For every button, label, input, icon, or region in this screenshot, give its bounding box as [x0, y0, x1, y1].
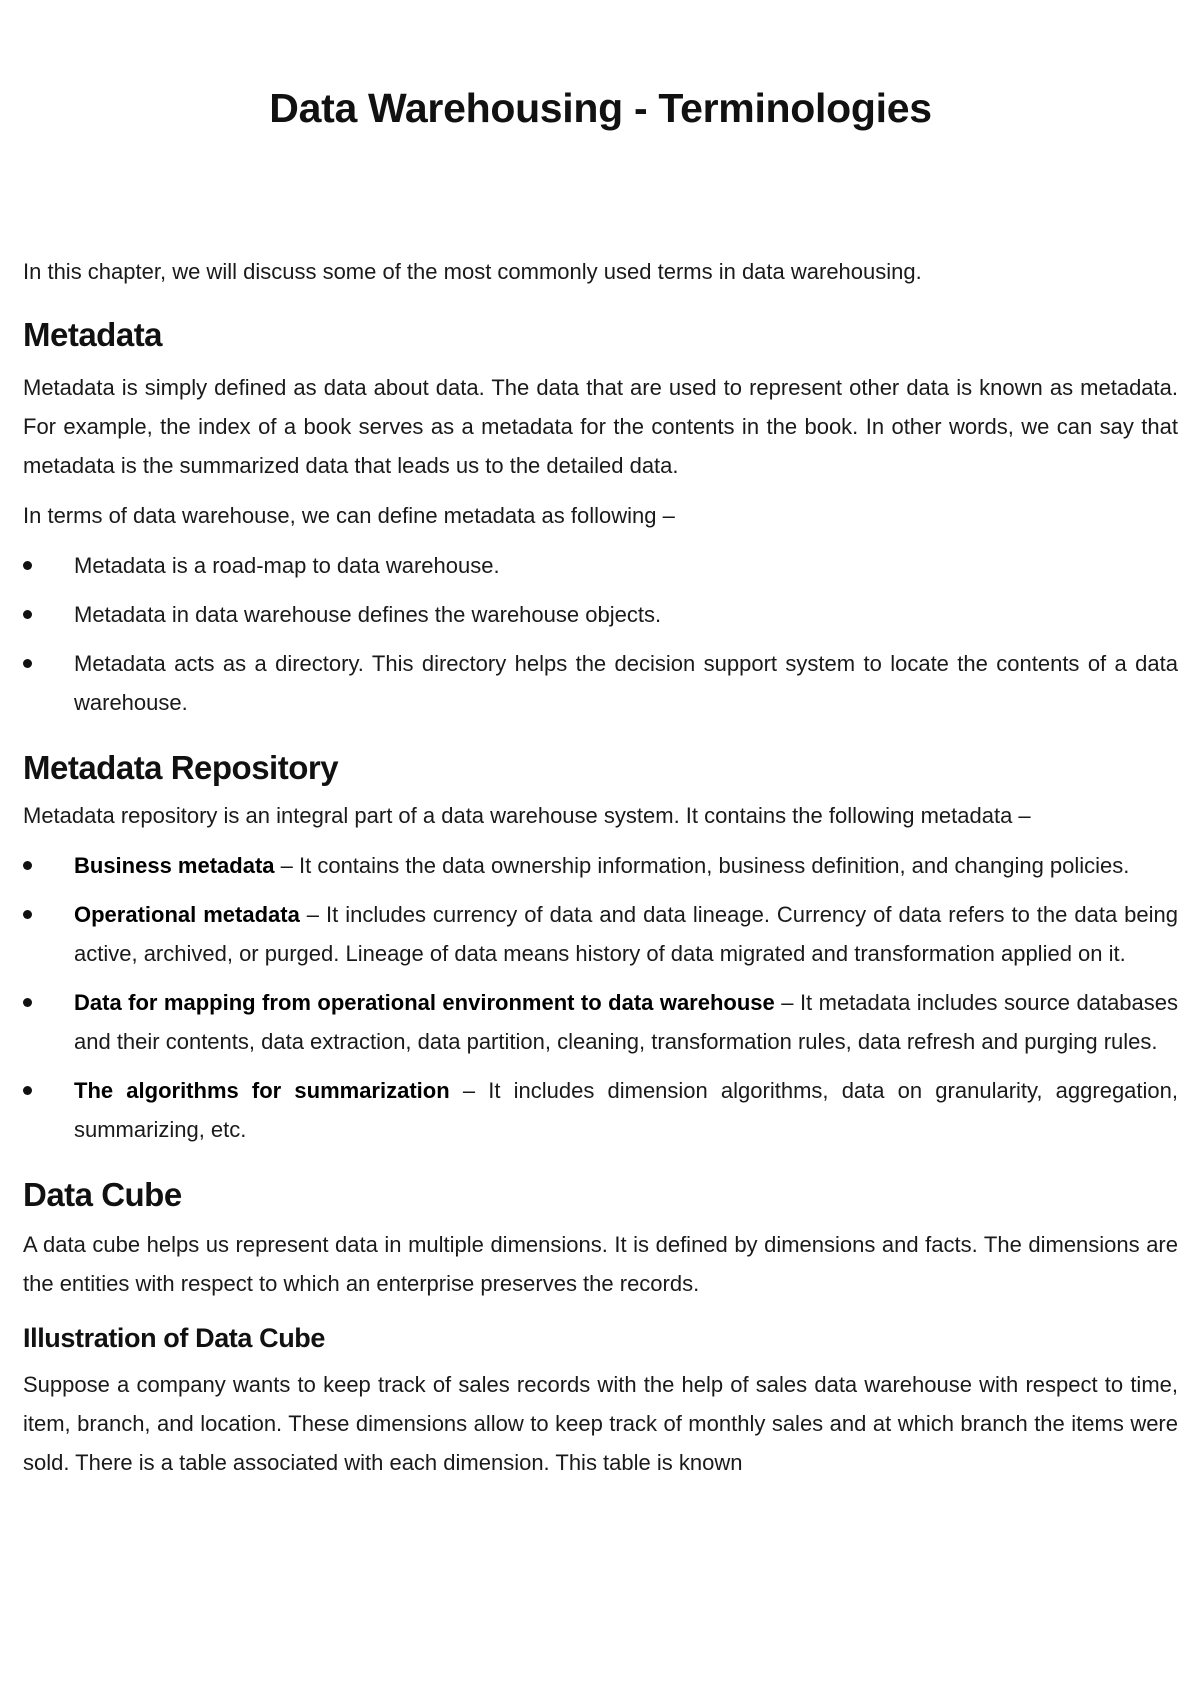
list-item [23, 1071, 1178, 1149]
bullet-icon [23, 659, 32, 668]
subsection-heading-illustration: Illustration of Data Cube [23, 1323, 326, 1353]
list-item-term: Data for mapping from operational environment to data warehouse [74, 990, 775, 1015]
list-item-text: Metadata is a road-map to data warehouse. [74, 553, 500, 578]
bullet-icon [23, 910, 32, 919]
bullet-icon [23, 998, 32, 1007]
section-data-cube [23, 1173, 1178, 1482]
list-item [23, 644, 1178, 722]
list-item [23, 983, 1178, 1061]
list-item-text: – It metadata includes source databases and their contents, data extraction, data partition, cleaning, transformation rules, data refresh and purging rules. [74, 990, 1179, 1054]
section-metadata [23, 313, 1178, 722]
list-item-text: Metadata acts as a directory. This directory helps the decision support system to locate the contents of a data warehouse. [74, 651, 1178, 715]
illustration-paragraph: Suppose a company wants to keep track of sales records with the help of sales data warehouse with respect to time, item, branch, and location. These dimensions allow to keep track of monthly sales and at which branch the items were sold. There is a table associated with each dimension. This table is known [23, 1372, 1178, 1475]
list-item-text: Metadata in data warehouse defines the warehouse objects. [74, 602, 662, 627]
list-item [23, 895, 1178, 973]
repository-paragraph: Metadata repository is an integral part of a data warehouse system. It contains the following metadata – [23, 803, 1031, 828]
list-item-text: – It includes currency of data and data lineage. Currency of data refers to the data being active, archived, or purged. Lineage of data means history of data migrated and transformation applied on it. [74, 902, 1178, 966]
list-item-term: Business metadata [74, 853, 275, 878]
bullet-icon [23, 561, 32, 570]
list-item-term: Operational metadata [74, 902, 300, 927]
list-item-text: – It includes dimension algorithms, data on granularity, aggregation, summarizing, etc. [74, 1078, 1178, 1142]
list-item [23, 546, 1178, 585]
metadata-paragraph-2: In terms of data warehouse, we can define metadata as following – [23, 503, 675, 528]
list-item [23, 595, 1178, 634]
section-heading-data-cube: Data Cube [23, 1176, 182, 1213]
metadata-bullet-list [23, 546, 1178, 722]
section-metadata-repository [23, 746, 1178, 1149]
page-title: Data Warehousing - Terminologies [269, 85, 932, 131]
repository-bullet-list [23, 846, 1178, 1149]
intro-paragraph: In this chapter, we will discuss some of the most commonly used terms in data warehousing. [23, 259, 922, 284]
list-item-term: The algorithms for summarization [74, 1078, 450, 1103]
section-heading-metadata-repository: Metadata Repository [23, 749, 339, 786]
metadata-paragraph-1: Metadata is simply defined as data about data. The data that are used to represent other data is known as metadata. For example, the index of a book serves as a metadata for the contents in the book. In other words, we can say that metadata is the summarized data that leads us to the detailed data. [23, 375, 1178, 478]
data-cube-paragraph: A data cube helps us represent data in multiple dimensions. It is defined by dimensions and facts. The dimensions are the entities with respect to which an enterprise preserves the records. [23, 1232, 1178, 1296]
bullet-icon [23, 1086, 32, 1095]
list-item-text: – It contains the data ownership information, business definition, and changing policies. [274, 853, 1130, 878]
section-heading-metadata: Metadata [23, 316, 163, 353]
list-item [23, 846, 1178, 885]
bullet-icon [23, 861, 32, 870]
bullet-icon [23, 610, 32, 619]
